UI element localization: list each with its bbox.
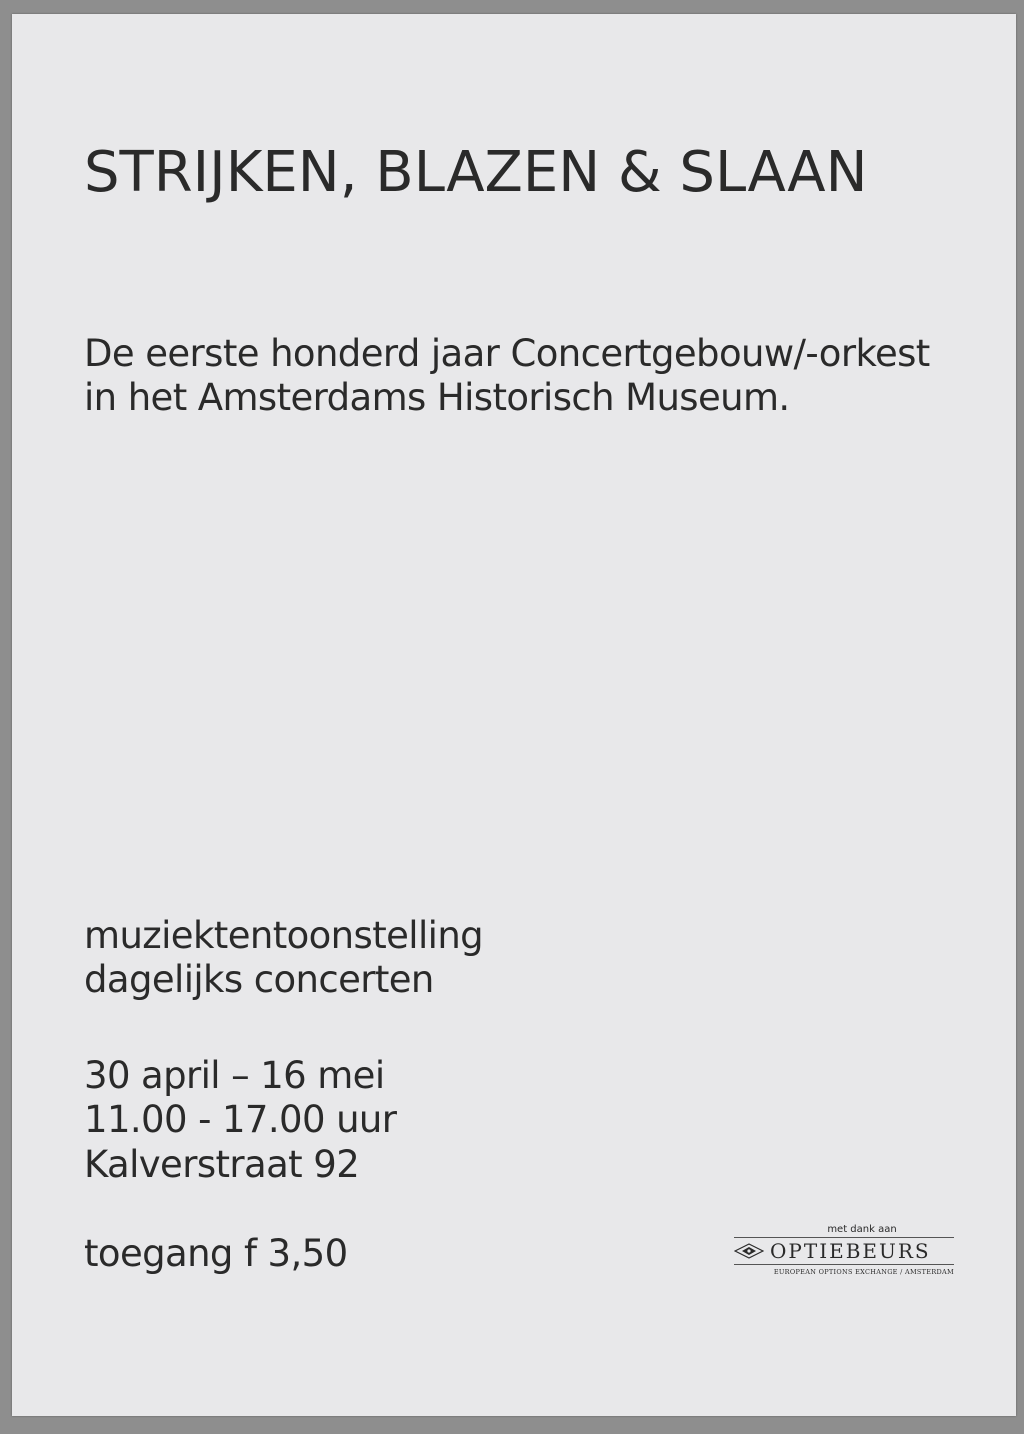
sponsor-thanks: met dank aan — [827, 1224, 897, 1235]
event-dates: 30 april – 16 mei — [84, 1054, 385, 1097]
poster-subtitle — [84, 332, 930, 421]
event-details — [84, 1054, 396, 1187]
poster-title: STRIJKEN, BLAZEN & SLAAN — [84, 140, 868, 205]
poster-sheet — [12, 14, 1016, 1416]
sponsor-name: OPTIEBEURS — [770, 1239, 931, 1263]
subtitle-line: De eerste honderd jaar Concertgebouw/-orkest — [84, 332, 930, 375]
event-line: muziektentoonstelling — [84, 914, 484, 957]
sponsor-logo — [734, 1237, 954, 1265]
event-line: dagelijks concerten — [84, 958, 434, 1002]
sponsor-block — [734, 1224, 954, 1276]
event-description — [84, 914, 483, 1003]
subtitle-line: in het Amsterdams Historisch Museum. — [84, 376, 790, 420]
sponsor-tagline: EUROPEAN OPTIONS EXCHANGE / AMSTERDAM — [773, 1268, 954, 1276]
diamond-eye-icon — [734, 1243, 764, 1259]
admission-text: toegang f 3,50 — [84, 1232, 348, 1275]
admission-price — [84, 1232, 348, 1276]
event-address: Kalverstraat 92 — [84, 1142, 360, 1186]
event-hours: 11.00 - 17.00 uur — [84, 1098, 397, 1142]
